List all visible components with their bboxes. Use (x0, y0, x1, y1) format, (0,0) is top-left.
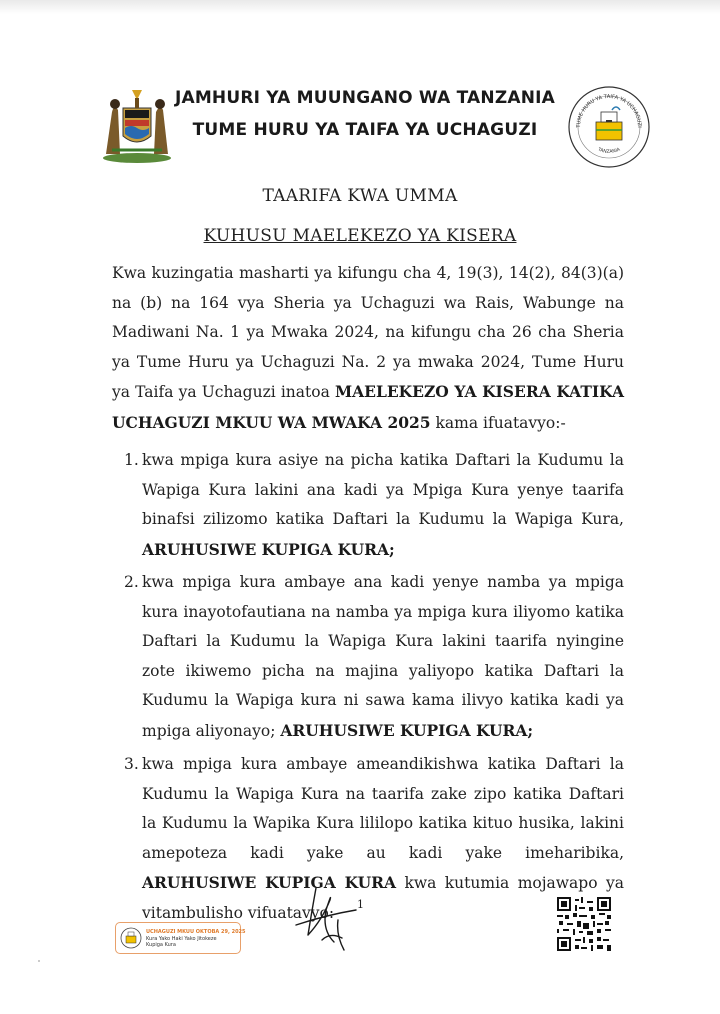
item-text: kwa mpiga kura ambaye ana kadi yenye namba ya mpiga kura inayotofautiana na namba ya mpiga kura iliyomo katika Daftari la Kudumu la Wapiga Kura lakini taarifa nyingine zote ikiwemo picha na majina yaliyopo katika Daftari la Kudumu la Wapiga kura ni sawa kama ilivyo katika kadi ya mpiga aliyonayo; (142, 573, 624, 740)
intro-bold: MAELEKEZO YA KISERA KATIKA UCHAGUZI MKUU WA MWAKA 2025 (112, 382, 625, 432)
qr-code-icon[interactable] (557, 897, 611, 951)
item-ruling: ARUHUSIWE KUPIGA KURA; (142, 539, 395, 559)
list-item (112, 750, 624, 929)
intro-text: Kwa kuzingatia masharti ya kifungu cha 4, 19(3), 14(2), 84(3)(a) na (b) na 164 vya Sheria ya Uchaguzi wa Rais, Wabunge na Madiwani Na. 1 ya Mwaka 2024, na kifungu cha 26 cha Sheria ya Tume Huru ya Uchaguzi Na. 2 ya mwaka 2024, Tume Huru ya Taifa ya Uchaguzi inatoa (112, 264, 624, 402)
item-tail: kwa kutumia mojawapo ya vitambulisho vifuatavyo: (142, 874, 624, 922)
item-text: kwa mpiga kura asiye na picha katika Daftari la Kudumu la Wapiga Kura lakini ana kadi ya Mpiga Kura yenye taarifa binafsi zilizomo katika Daftari la Kudumu la Wapiga Kura, (142, 451, 624, 529)
scan-speck (38, 960, 40, 962)
badge-slogan: Kura Yako Haki Yako Jitokeze (146, 936, 217, 942)
intro-tail: kama ifuatavyo:- (430, 413, 566, 432)
election-logo-icon (120, 927, 142, 949)
item-ruling: ARUHUSIWE KUPIGA KURA; (280, 720, 534, 740)
coat-of-arms-icon (96, 84, 178, 164)
notice-subtitle: KUHUSU MAELEKEZO YA KISERA (203, 226, 517, 246)
header-commission: TUME HURU YA TAIFA YA UCHAGUZI (192, 120, 538, 140)
seal-arc-text: TUME HURU YA TAIFA YA UCHAGUZI (575, 93, 643, 128)
page-number: 1 (357, 898, 364, 911)
intro-paragraph (112, 259, 624, 439)
election-badge (115, 922, 246, 954)
signature-icon (286, 880, 366, 955)
notice-title: TAARIFA KWA UMMA (262, 186, 458, 206)
item-number: 2. (124, 573, 139, 591)
list-item (112, 568, 624, 747)
page-top-edge (0, 0, 720, 14)
item-number: 3. (124, 755, 139, 773)
badge-date: UCHAGUZI MKUU OKTOBA 29, 2025 (146, 929, 246, 935)
badge-slogan-2: Kupiga Kura (146, 942, 176, 948)
list-item (112, 446, 624, 565)
item-ruling: ARUHUSIWE KUPIGA KURA (142, 873, 397, 893)
header-country: JAMHURI YA MUUNGANO WA TANZANIA (174, 88, 556, 108)
item-number: 1. (124, 451, 139, 469)
commission-seal-icon (566, 84, 652, 170)
item-text: kwa mpiga kura ambaye ameandikishwa katika Daftari la Kudumu la Wapiga Kura na taarifa zake zipo katika Daftari la Kudumu la Wapika Kura lililopo katika kituo husika, lakini amepoteza kadi yake au kadi yake imeharibika, (142, 755, 624, 862)
seal-bottom-text: TANZANIA (596, 147, 622, 155)
